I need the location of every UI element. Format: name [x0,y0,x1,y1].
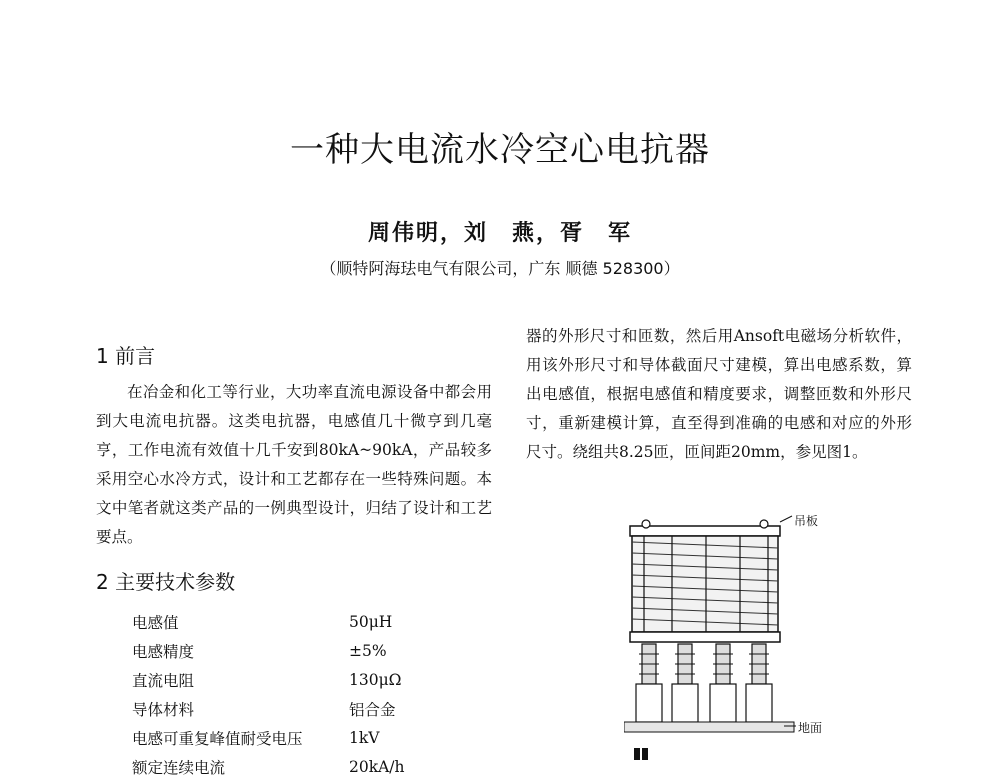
param-value: 20kA/h [349,757,405,776]
section-heading-intro: 1 前言 [96,344,156,368]
intro-paragraph: 在冶金和化工等行业，大功率直流电源设备中都会用到大电流电抗器。这类电抗器，电感值几十微亨到几毫亨，工作电流有效值十几千安到80kA~90kA，产品较多采用空心水冷方式，设计和工艺都存在一些特殊问题。本文中笔者就这类产品的一例典型设计，归结了设计和工艺要点。 [96,383,492,546]
table-row [132,723,405,752]
table-row [132,665,405,694]
param-value: 铝合金 [349,700,396,719]
param-value: ±5% [349,641,387,660]
section-heading-params: 2 主要技术参数 [96,570,236,594]
param-name: 电感精度 [132,642,195,661]
param-value: 1kV [349,728,380,747]
param-name: 导体材料 [132,700,195,719]
table-row [132,752,405,781]
param-name: 电感可重复峰值耐受电压 [132,729,303,748]
table-row [132,607,405,636]
param-value: 130μΩ [349,670,402,689]
param-name: 额定连续电流 [132,758,226,777]
table-row [132,694,405,723]
parameter-table [132,607,405,781]
affiliation: （顺特阿海珐电气有限公司，广东 顺德 528300） [320,259,680,278]
param-name: 直流电阻 [132,671,195,690]
author-list: 周伟明，刘 燕，胥 军 [367,220,632,246]
paper-title: 一种大电流水冷空心电抗器 [290,130,710,170]
label-ground: 地面 [798,721,823,735]
body-paragraph-right: 器的外形尺寸和匝数，然后用Ansoft电磁场分析软件，用该外形尺寸和导体截面尺寸建模，算出电感系数，算出电感值，根据电感值和精度要求，调整匝数和外形尺寸，重新建模计算，直至得到准确的电感和对应的外形尺寸。绕组共8.25匝，匝间距20mm，参见图1。 [526,327,912,461]
param-name: 电感值 [132,613,179,632]
reactor-figure [624,512,834,760]
table-row [132,636,405,665]
label-hanging-plate: 吊板 [794,514,819,528]
param-value: 50μH [349,612,393,631]
